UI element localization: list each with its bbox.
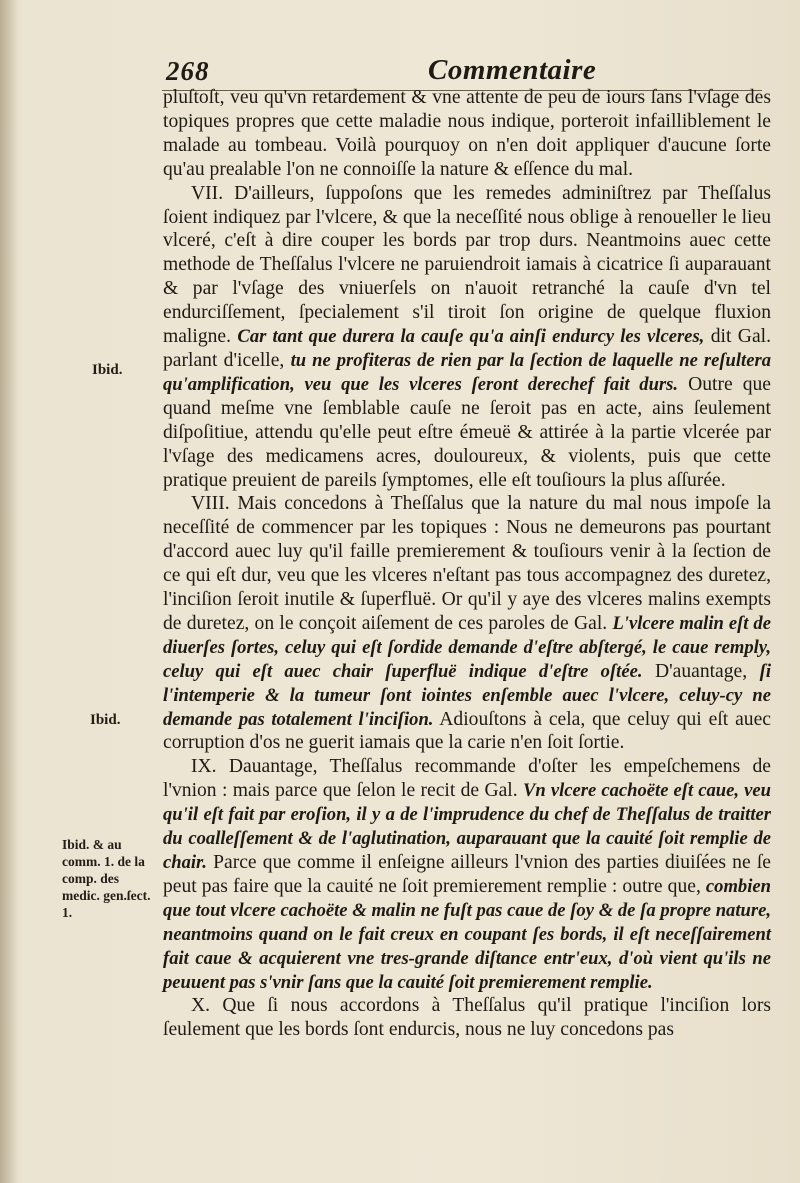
paragraph-continued xyxy=(163,86,771,182)
quoted-passage: Vn vlcere cachoëte eſt caue, veu qu'il eſt fait par eroſion, il y a de l'imprudence du chef de Theſſalus de traitter du coalleſſement & de l'aglutination, auparauant que la cauité ſoit remplie de chair. xyxy=(163,780,771,873)
text-run: IX. Dauantage, Theſſalus recommande d'oſter les empeſchemens de l'vnion : mais parce que ſelon le recit de Gal. xyxy=(163,756,771,802)
quoted-passage: combien que tout vlcere cachoëte & malin ne fuſt pas caue de ſoy & de ſa propre nature, neantmoins quand on le fait creux en coupant ſes bords, il eſt neceſſairement fait caue & acquierent vne tres-grande diſtance entr'eux, d'où vient qu'ils ne peuuent pas s'vnir ſans que la cauité ſoit premierement remplie. xyxy=(163,875,771,993)
quoted-passage: Car tant que durera la cauſe qu'a ainſi endurcy les vlceres, xyxy=(237,326,705,348)
margin-note-ibid-2: Ibid. xyxy=(90,712,121,728)
quoted-passage: ſi l'intemperie & la tumeur ſont iointes enſemble auec l'vlcere, celuy-cy ne demande pas totalement l'inciſion. xyxy=(163,660,771,730)
quoted-passage: L'vlcere malin eſt de diuerſes ſortes, celuy qui eſt ſordide demande d'eſtre abſtergé, le caue remply, celuy qui eſt auec chair ſuperfluë indique d'eſtre oſtée. xyxy=(163,612,771,682)
paragraph-viii xyxy=(163,492,771,755)
page-number: 268 xyxy=(166,56,210,86)
page-header xyxy=(160,54,760,88)
paragraph-vii xyxy=(163,182,771,493)
text-run: dit Gal. parlant d'icelle, xyxy=(163,326,771,371)
paragraph-x xyxy=(163,994,771,1042)
margin-note-ibid-1: Ibid. xyxy=(92,362,123,378)
text-run: Adiouſtons à cela, que celuy qui eſt auec corruption d'os ne guerit iamais que la carie n'en ſoit ſortie. xyxy=(163,708,771,754)
paragraph-ix xyxy=(163,755,771,994)
spine-shadow xyxy=(0,0,18,1183)
text-run: X. Que ſi nous accordons à Theſſalus qu'il pratique l'inciſion lors ſeulement que les bords ſont endurcis, nous ne luy concedons pas xyxy=(163,995,771,1041)
running-title: Commentaire xyxy=(428,54,597,86)
text-run: VII. D'ailleurs, ſuppoſons que les remedes adminiſtrez par Theſſalus ſoient indiquez par l'vlcere, & que la neceſſité nous oblige à renoueller le lieu vlceré, c'eſt à dire couper les bords par trop durs. Neantmoins auec cette methode de Theſſalus l'vlcere ne paruiendroit iamais à cicatrice ſi auparauant & par l'vſage des vniuerſels on n'auoit retranché la cauſe d'vn tel endurciſſement, ſpecialement s'il tiroit ſon origine de quelque fluxion maligne. xyxy=(163,182,771,348)
quoted-passage: tu ne profiteras de rien par la ſection de laquelle ne reſultera qu'amplification, veu que les vlceres ſeront derechef fait durs. xyxy=(163,349,771,395)
text-run: VIII. Mais concedons à Theſſalus que la nature du mal nous impoſe la neceſſité de commencer par les topiques : Nous ne demeurons pas pourtant d'accord auec luy qu'il faille premierement & touſiours venir à la ſection de ce qui eſt dur, veu que les vlceres n'eſtant pas tous accompagnez des duretez, l'inciſion ſeroit inutile & ſuperfluë. Or qu'il y aye des vlceres malins exempts de duretez, on le conçoit aiſement de ces paroles de Gal. xyxy=(163,493,771,634)
text-run: Outre que quand meſme vne ſemblable cauſe ne ſeroit pas en acte, ains ſeulement diſpoſitiue, attendu qu'elle peut eſtre émeuë & attirée à la partie vlcerée par l'vſage des medicamens acres, douloureux, & violents, puis que cette pratique preuient de pareils ſymptomes, elle eſt touſiours la plus aſſurée. xyxy=(163,373,772,491)
text-run: Parce que comme il enſeigne ailleurs l'vnion des parties diuiſées ne ſe peut pas faire que la cauité ne ſoit premierement remplie : outre que, xyxy=(163,852,771,897)
main-text xyxy=(163,86,771,1042)
margin-note-reference: Ibid. & au comm. 1. de la comp. des medic. gen.ſect. 1. xyxy=(62,837,151,920)
text-run: D'auantage, xyxy=(642,660,760,682)
text-run: pluſtoſt, veu qu'vn retardement & vne attente de peu de iours ſans l'vſage des topiques propres que cette maladie nous indique, porteroit infailliblement le malade au tombeau. Voilà pourquoy on n'en doit appliquer d'aucune ſorte qu'au prealable l'on ne connoiſſe la nature & eſſence du mal. xyxy=(163,87,771,180)
